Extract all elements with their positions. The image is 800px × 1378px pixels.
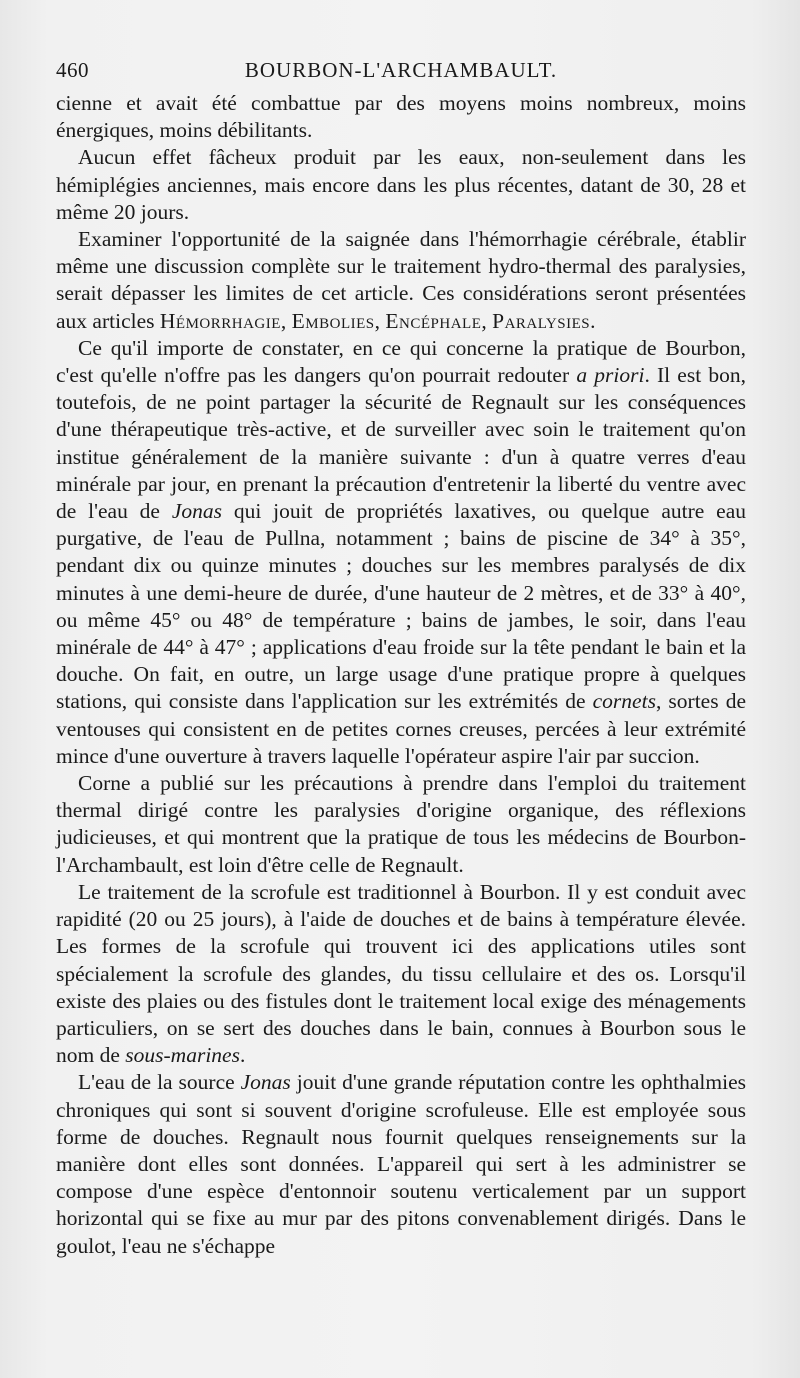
- text-run: L'eau de la source: [78, 1070, 241, 1095]
- cross-reference: Paralysies: [492, 308, 591, 333]
- text-run: .: [590, 308, 596, 333]
- text-run: , sortes de ventouses qui consistent en de petites cornes creuses, percées à leur extrémité mince d'une ouverture à travers laquelle l'opérateur aspire l'air par succion.: [56, 689, 746, 768]
- paragraph-7: [56, 1069, 746, 1259]
- paragraph-6: [56, 879, 746, 1069]
- italic-term: Jonas: [171, 499, 222, 524]
- paragraph-4: [56, 335, 746, 770]
- cross-reference: Embolies: [291, 308, 375, 333]
- italic-term: sous-marines: [125, 1043, 240, 1068]
- text-run: Corne a publié sur les précautions à prendre dans l'emploi du traitement thermal dirigé contre les paralysies d'origine organique, des réflexions judicieuses, et qui montrent que la pratique de tous les médecins de Bourbon-l'Archambault, est loin d'être celle de Regnault.: [56, 771, 746, 877]
- text-run: ,: [481, 308, 493, 333]
- paragraph-2: [56, 144, 746, 226]
- paragraph-3: [56, 226, 746, 335]
- body-text: [56, 90, 746, 1260]
- paragraph-5: [56, 770, 746, 879]
- text-run: cienne et avait été combattue par des moyens moins nombreux, moins énergiques, moins débilitants.: [56, 91, 746, 143]
- text-run: ,: [280, 308, 292, 333]
- paragraph-1: [56, 90, 746, 144]
- text-run: Aucun effet fâcheux produit par les eaux, non-seulement dans les hémiplégies anciennes, mais encore dans les plus récentes, datant de 30, 28 et même 20 jours.: [56, 145, 746, 224]
- text-run: jouit d'une grande réputation contre les ophthalmies chroniques qui sont si souvent d'origine scrofuleuse. Elle est employée sous forme de douches. Regnault nous fournit quelques renseignements sur la manière dont elles sont données. L'appareil qui sert à les administrer se compose d'une espèce d'entonnoir soutenu verticalement par un support horizontal qui se fixe au mur par des pitons convenablement dirigés. Dans le goulot, l'eau ne s'échappe: [56, 1070, 746, 1258]
- cross-reference: Encéphale: [385, 308, 482, 333]
- italic-term: cornets: [592, 689, 656, 714]
- text-run: ,: [374, 308, 386, 333]
- page-number: 460: [56, 58, 89, 82]
- text-run: Ce qu'il importe de constater, en ce qui concerne la pratique de Bourbon, c'est qu'elle n'offre pas les dangers qu'on pourrait redouter: [56, 335, 746, 388]
- italic-term: a priori: [576, 363, 645, 388]
- text-run: Le traitement de la scrofule est traditionnel à Bourbon. Il y est conduit avec rapidité (20 ou 25 jours), à l'aide de douches et de bains à température élevée. Les formes de la scrofule qui trouvent ici des applications utiles sont spécialement la scrofule des glandes, du tissu cellulaire et des os. Lorsqu'il existe des plaies ou des fistules dont le traitement local exige des ménagements particuliers, on se sert des douches dans le bain, connues à Bourbon sous le nom de: [56, 879, 746, 1068]
- text-run: . Il est bon, toutefois, de ne point partager la sécurité de Regnault sur les conséquences d'une thérapeutique très-active, et de surveiller avec soin le traitement qu'on institue généralement de la manière suivante : d'un à quatre verres d'eau minérale par jour, en prenant la précaution d'entretenir la liberté du ventre avec de l'eau de: [56, 363, 746, 524]
- text-run: qui jouit de propriétés laxatives, ou quelque autre eau purgative, de l'eau de Pullna, notamment ; bains de piscine de 34° à 35°, pendant dix ou quinze minutes ; douches sur les membres paralysés de dix minutes à une demi-heure de durée, d'une hauteur de 2 mètres, et de 33° à 40°, ou même 45° ou 48° de température ; bains de jambes, le soir, dans l'eau minérale de 44° à 47° ; applications d'eau froide sur la tête pendant le bain et la douche. On fait, en outre, un large usage d'une pratique propre à quelques stations, qui consiste dans l'application sur les extrémités de: [56, 499, 746, 714]
- cross-reference: Hémorrhagie: [159, 308, 281, 333]
- text-run: .: [239, 1043, 246, 1068]
- running-head: BOURBON-L'ARCHAMBAULT.: [244, 58, 558, 82]
- text-run: Examiner l'opportunité de la saignée dans l'hémorrhagie cérébrale, établir même une discussion complète sur le traitement hydro-thermal des paralysies, serait dépasser les limites de cet article. Ces considérations seront présentées aux articles: [56, 227, 746, 333]
- italic-term: Jonas: [240, 1070, 291, 1095]
- page-header: [56, 58, 746, 88]
